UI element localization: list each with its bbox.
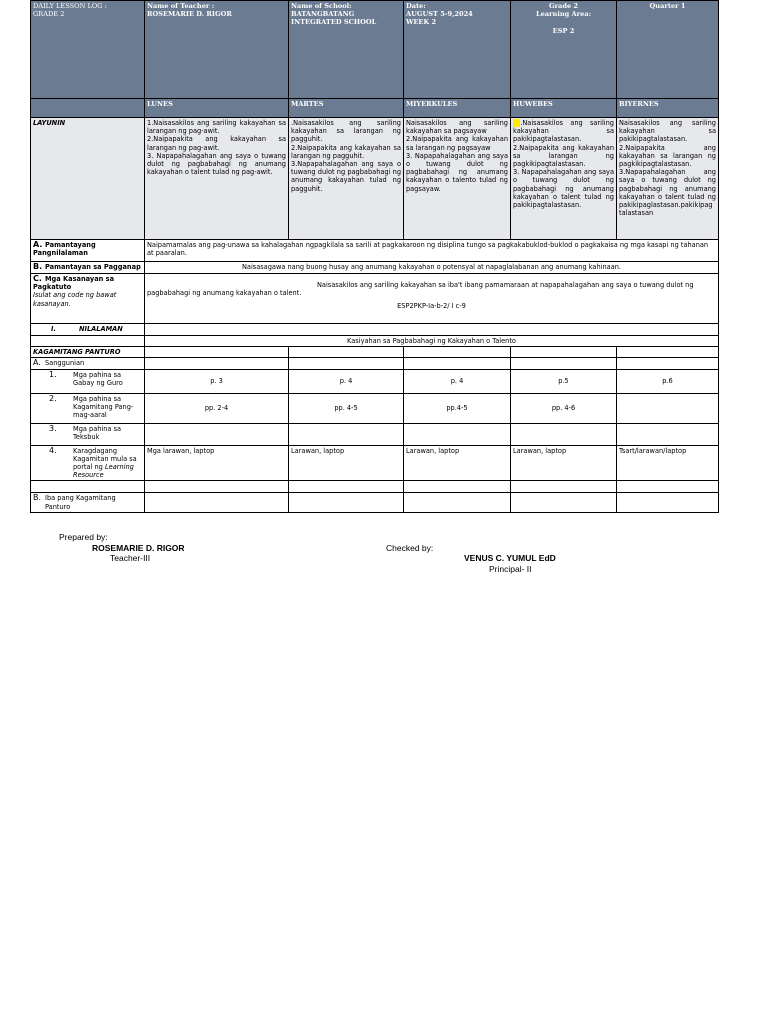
karagdagan-row — [31, 445, 719, 481]
pangnilalaman-text: Naipamamalas ang pag-unawa sa kahalagahan ngpagkilala sa sarili at pagkakaroon ng disiplina tungo sa pagkakabuklod-buklod o pagkakaisa ng mga kasapi ng tahanan at paaralan. — [145, 240, 719, 262]
gabay-guro-label-cell: 1. Mga pahina sa Gabay ng Guro — [31, 369, 145, 393]
aaral-page-1: pp. 4-5 — [289, 393, 404, 423]
layunin-row — [31, 118, 719, 240]
learning-area-value: ESP 2 — [552, 27, 575, 36]
kasanayan-text-2: pagbabahagi ng anumang kakayahan o talent. — [147, 289, 302, 298]
teacher-label: Name of Teacher : — [147, 2, 215, 10]
gabay-guro-row — [31, 369, 719, 393]
kasanayan-row — [31, 274, 719, 324]
days-row — [31, 99, 719, 118]
guro-page-4: p.6 — [617, 369, 719, 393]
kasanayan-sub: Isulat ang code ng bawat kasanayan. — [33, 291, 117, 308]
days-blank-cell — [31, 99, 145, 118]
aaral-page-0: pp. 2-4 — [145, 393, 289, 423]
school-cell — [289, 1, 404, 99]
layunin-thursday — [511, 118, 617, 240]
date-value: AUGUST 5-9,2024 — [406, 10, 473, 19]
mag-aaral-label-cell: 2. Mga pahina sa Kagamitang Pang-mag-aaral — [31, 393, 145, 423]
iba-pang-kagamitan-row — [31, 493, 719, 513]
teksbuk-row — [31, 423, 719, 445]
header-row — [31, 1, 719, 99]
layunin-monday: 1.Naisasakilos ang sariling kakayahan sa larangan ng pag-awit. 2.Naipapakita ang kakayahan sa larangan ng pag-awit. 3. Napapahalagahan ang saya o tuwang dulot ng pagbabahagi ng anumang kakayahan o talent tulad ng pag-awit. — [145, 118, 289, 240]
kasanayan-label-cell: C. Mga Kasanayan sa Pagkatuto Isulat ang code ng bawat kasanayan. — [31, 274, 145, 324]
layunin-wednesday: Naisasakilos ang sariling kakayahan sa pagsayaw 2.Naipapakita ang kakayahan sa larangan ng pagsayaw 3. Napapahalagahan ang saya o tuwang dulot ng pagbabahagi ng anumang kakayahan o talento tulad ng pagsayaw. — [404, 118, 511, 240]
teacher-cell — [145, 1, 289, 99]
checked-by-label: Checked by: — [386, 543, 434, 553]
sanggunian-row — [31, 358, 719, 369]
karagdagan-value-1: Larawan, laptop — [289, 445, 404, 481]
karagdagan-value-2: Larawan, laptop — [404, 445, 511, 481]
layunin-label: LAYUNIN — [31, 118, 145, 240]
prepared-by-title: Teacher-III — [110, 553, 151, 563]
karagdagan-value-3: Larawan, laptop — [511, 445, 617, 481]
nilalaman-text: Kasiyahan sa Pagbabahagi ng Kakayahan o Talento — [145, 336, 719, 347]
kasanayan-text-1: Naisasakilos ang sariling kakayahan sa iba't ibang pamamaraan at napapahalagahan ang saya o tuwang dulot ng — [317, 281, 694, 289]
prepared-by-label: Prepared by: — [59, 532, 108, 542]
guro-page-0: p. 3 — [145, 369, 289, 393]
day-tuesday: MARTES — [289, 99, 404, 118]
date-label: Date: — [406, 2, 426, 10]
day-thursday: HUWEBES — [511, 99, 617, 118]
teksbuk-label-cell: 3. Mga pahina sa Teksbuk — [31, 423, 145, 445]
learning-area-label: Learning Area: — [535, 10, 592, 19]
nilalaman-label-cell: I. NILALAMAN — [31, 324, 145, 336]
guro-page-1: p. 4 — [289, 369, 404, 393]
log-title: DAILY LESSON LOG : — [33, 2, 107, 10]
log-grade: GRADE 2 — [33, 10, 65, 19]
log-title-cell — [31, 1, 145, 99]
kasanayan-code: ESP2PKP-Ia-b-2/ I c-9 — [397, 302, 466, 311]
kagamitang-mag-aaral-row — [31, 393, 719, 423]
guro-page-2: p. 4 — [404, 369, 511, 393]
pangnilalaman-label-cell: A. Pamantayang Pangnilalaman — [31, 240, 145, 262]
school-label: Name of School: — [291, 2, 352, 10]
kagamitan-row — [31, 347, 719, 358]
nilalaman-text-blank — [31, 336, 145, 347]
kagamitan-label: KAGAMITANG PANTURO — [31, 347, 145, 358]
quarter-label: Quarter 1 — [649, 2, 686, 10]
school-name-line-1: BATANGBATANG — [291, 10, 355, 19]
checked-by-title: Principal- II — [489, 564, 532, 574]
day-wednesday: MIYERKULES — [404, 99, 511, 118]
quarter-cell — [617, 1, 719, 99]
pagganap-text: Naisasagawa nang buong husay ang anumang kakayahan o potensyal at napaglalabanan ang anumang kahinaan. — [145, 262, 719, 274]
week-label: WEEK 2 — [406, 18, 437, 27]
nilalaman-blank — [145, 324, 719, 336]
iba-label-cell: B. Iba pang Kagamitang Panturo — [31, 493, 145, 513]
daily-lesson-log-table — [30, 0, 719, 513]
aaral-page-4 — [617, 393, 719, 423]
date-cell — [404, 1, 511, 99]
layunin-tuesday: .Naisasakilos ang sariling kakayahan sa larangan ng pagguhit. 2.Naipapakita ang kakayahan sa larangan ng pagguhit. 3.Napapahalagahan ang saya o tuwang dulot ng pagbabahagi ng anumang kakayahan tulad ng pagguhit. — [289, 118, 404, 240]
sanggunian-label-cell: A. Sanggunian — [31, 358, 145, 369]
grade-area-cell — [511, 1, 617, 99]
kasanayan-text-cell — [145, 274, 719, 324]
nilalaman-row — [31, 324, 719, 336]
layunin-thursday-text: .Naisasakilos ang sariling kakayahan sa pakikipagtalastasan. 2.Naipapakita ang kakayahan sa larangan ng pagkikipagtalastasan. 3. Napapahalagahan ang saya o tuwang dulot ng pagbabahagi ng anumang kakayahan o talent tulad ng pakikipagtalastasan. — [513, 119, 614, 210]
guro-page-3: p.5 — [511, 369, 617, 393]
karagdagan-extra-row — [31, 481, 719, 493]
karagdagan-value-0: Mga larawan, laptop — [145, 445, 289, 481]
checked-by-name: VENUS C. YUMUL EdD — [464, 553, 556, 563]
aaral-page-2: pp.4-5 — [404, 393, 511, 423]
day-monday: LUNES — [145, 99, 289, 118]
lesson-log-page — [30, 0, 718, 513]
nilalaman-text-row — [31, 336, 719, 347]
pamantayang-pangnilalaman-row — [31, 240, 719, 262]
layunin-friday: Naisasakilos ang sariling kakayahan sa pakikipagtalastasan. 2.Naipapakita ang kakayahan sa larangan ng pagkikipagtalastasan. 3.Napapahalagahan ang saya o tuwang dulot ng pagbabahagi ng anumang kakayahan o talent tulad ng pakikipaglastasan.pakikipag talastasan — [617, 118, 719, 240]
karagdagan-label-cell: 4. Karagdagang Kagamitan mula sa portal ng Learning Resource — [31, 445, 145, 481]
aaral-page-3: pp. 4-6 — [511, 393, 617, 423]
teacher-name: ROSEMARIE D. RIGOR — [147, 10, 232, 19]
school-name-line-2: INTEGRATED SCHOOL — [291, 18, 377, 27]
grade-label: Grade 2 — [548, 2, 579, 10]
prepared-by-name: ROSEMARIE D. RIGOR — [92, 543, 185, 553]
pamantayan-pagganap-row — [31, 262, 719, 274]
day-friday: BIYERNES — [617, 99, 719, 118]
pagganap-label-cell: B. Pamantayan sa Pagganap — [31, 262, 145, 274]
karagdagan-value-4: Tsart/larawan/laptop — [617, 445, 719, 481]
